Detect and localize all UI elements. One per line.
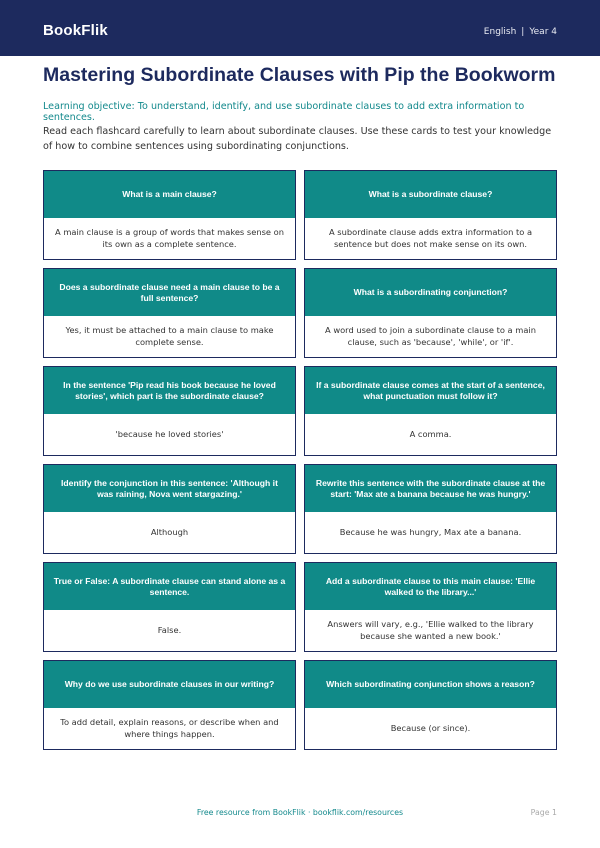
flashcard-question: Add a subordinate clause to this main clause: 'Ellie walked to the library...' [305,563,556,610]
header-bar [0,0,600,56]
flashcard-question: Rewrite this sentence with the subordinate clause at the start: 'Max ate a banana because he was hungry.' [305,465,556,512]
year-label: Year 4 [529,27,557,37]
flashcard [43,366,296,456]
subject-year [484,27,557,37]
footer-text[interactable]: Free resource from BookFlik · bookflik.com/resources [196,808,404,817]
flashcard [43,464,296,554]
brand-logo[interactable]: BookFlik [43,22,108,39]
flashcard-question: If a subordinate clause comes at the start of a sentence, what punctuation must follow it? [305,367,556,414]
page-title: Mastering Subordinate Clauses with Pip the Bookworm [43,64,556,86]
flashcard-answer: Answers will vary, e.g., 'Ellie walked to the library because she wanted a new book.' [305,610,556,651]
flashcard-answer: Because (or since). [305,708,556,749]
learning-objective: Learning objective: To understand, identify, and use subordinate clauses to add extra information to sentences. [43,101,525,123]
flashcard [304,464,557,554]
flashcard-grid [43,170,557,750]
flashcard-answer: A subordinate clause adds extra information to a sentence but does not make sense on its own. [305,218,556,259]
flashcard-question: True or False: A subordinate clause can stand alone as a sentence. [44,563,295,610]
flashcard-answer: A word used to join a subordinate clause to a main clause, such as 'because', 'while', or 'if'. [305,316,556,357]
intro-text: Read each flashcard carefully to learn about subordinate clauses. Use these cards to test your knowledge of how to combine sentences using subordinating conjunctions. [43,126,552,152]
flashcard [304,268,557,358]
flashcard-answer: A main clause is a group of words that makes sense on its own as a complete sentence. [44,218,295,259]
flashcard [304,170,557,260]
flashcard-answer: Because he was hungry, Max ate a banana. [305,512,556,553]
flashcard-question: Does a subordinate clause need a main clause to be a full sentence? [44,269,295,316]
flashcard-answer: 'because he loved stories' [44,414,295,455]
flashcard-answer: A comma. [305,414,556,455]
subject-label: English [483,27,517,37]
flashcard [43,268,296,358]
flashcard-question: Identify the conjunction in this sentence: 'Although it was raining, Nova went stargazing.' [44,465,295,512]
flashcard [304,366,557,456]
flashcard-answer: To add detail, explain reasons, or describe when and where things happen. [44,708,295,749]
flashcard [304,660,557,750]
flashcard [43,170,296,260]
flashcard [43,562,296,652]
flashcard-answer: Although [44,512,295,553]
flashcard-question: Which subordinating conjunction shows a reason? [305,661,556,708]
separator: | [521,27,525,37]
flashcard-question: What is a subordinating conjunction? [305,269,556,316]
flashcard-question: In the sentence 'Pip read his book because he loved stories', which part is the subordinate clause? [44,367,295,414]
flashcard-answer: False. [44,610,295,651]
page-number: Page 1 [530,808,557,817]
flashcard-question: What is a main clause? [44,171,295,218]
flashcard [43,660,296,750]
flashcard-question: Why do we use subordinate clauses in our writing? [44,661,295,708]
flashcard-question: What is a subordinate clause? [305,171,556,218]
flashcard-answer: Yes, it must be attached to a main clause to make complete sense. [44,316,295,357]
flashcard [304,562,557,652]
